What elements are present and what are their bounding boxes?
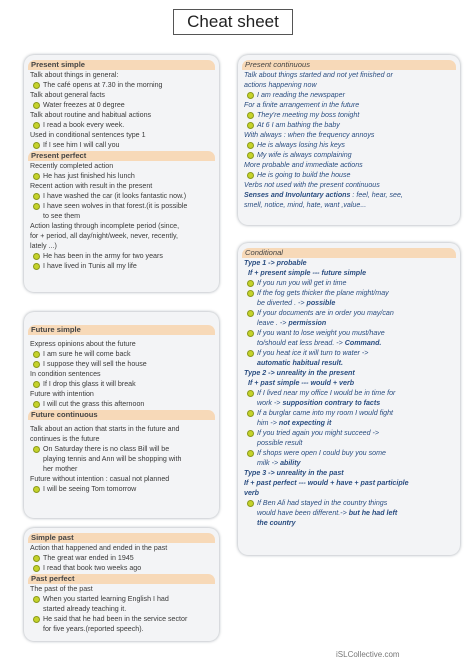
bullet-item: My wife is always complaining: [242, 150, 456, 160]
section-simple-past: Simple past: [28, 533, 215, 543]
section-present-continuous: Present continuous: [242, 60, 456, 70]
text-line: continues is the future: [30, 435, 100, 443]
card-future-tenses-content: [28, 324, 215, 494]
bullet-item: He is going to build the house: [242, 170, 456, 180]
footer-watermark: iSLCollective.com: [336, 650, 400, 659]
text-line: him -> not expecting it: [257, 419, 332, 427]
text-line: Recently completed action: [30, 162, 114, 170]
text-line: Talk about routine and habitual actions: [30, 111, 152, 119]
text-line: for + period, all day/night/week, never, recently,: [30, 232, 178, 240]
senses-label: Senses and Involuntary actions: [244, 191, 351, 199]
text-line: to see them: [43, 212, 81, 220]
card-present-tenses-content: [28, 59, 215, 271]
card-present-continuous-content: [242, 59, 456, 210]
text-line: If + past simple --- would + verb: [248, 379, 355, 387]
bullet-item: I am sure he will come back: [28, 349, 215, 359]
text-line: would have been different.-> but he had left: [257, 509, 398, 517]
bullet-item: I read a book every week.: [28, 120, 215, 130]
text-line: Talk about things started and not yet finished or: [244, 71, 393, 79]
text-line: Express opinions about the future: [30, 340, 136, 348]
text-line: If + past perfect --- would + have + past participle: [244, 479, 409, 487]
text-line: The past of the past: [30, 585, 93, 593]
bullet-item: I will cut the grass this afternoon: [28, 399, 215, 409]
bullet-item: If you run you will get in time: [242, 278, 456, 288]
text-line: Type 1 -> probable: [244, 259, 307, 267]
card-present-continuous: [238, 55, 460, 225]
emphasis-text: possible: [306, 299, 336, 307]
text-line: her mother: [43, 465, 78, 473]
bullet-item: If you heat ice it will turn to water ->: [242, 348, 456, 358]
section-future-continuous: Future continuous: [28, 410, 215, 420]
bullet-item: He is always losing his keys: [242, 140, 456, 150]
text-line: With always : when the frequency annoys: [244, 131, 375, 139]
text-line: work -> supposition contrary to facts: [257, 399, 381, 407]
senses-line: Senses and Involuntary actions : feel, hear, see,: [244, 191, 403, 199]
emphasis-text: supposition contrary to facts: [282, 399, 381, 407]
text-line: lately ...): [30, 242, 57, 250]
text-line: Recent action with result in the present: [30, 182, 153, 190]
text-line: Used in conditional sentences type 1: [30, 131, 146, 139]
emphasis-text: ability: [280, 459, 301, 467]
text-line: Future without intention : casual not planned: [30, 475, 170, 483]
bullet-item: At 6 I am bathing the baby: [242, 120, 456, 130]
emphasis-text: but he had left: [348, 509, 398, 517]
page-title: Cheat sheet: [173, 9, 293, 35]
bullet-item: If you tried again you might succeed ->: [242, 428, 456, 438]
bullet-item: I have seen wolves in that forest.(it is possible: [28, 201, 215, 211]
bullet-item: He has just finished his lunch: [28, 171, 215, 181]
bullet-item: I am reading the newspaper: [242, 90, 456, 100]
text-line: Talk about an action that starts in the future and: [30, 425, 180, 433]
bullet-item: The great war ended in 1945: [28, 553, 215, 563]
text-line: actions happening now: [244, 81, 317, 89]
bullet-item: If Ben Ali had stayed in the country things: [242, 498, 456, 508]
bullet-item: I suppose they will sell the house: [28, 359, 215, 369]
text-line: playing tennis and Ann will be shopping with: [43, 455, 182, 463]
bullet-item: I will be seeing Tom tomorrow: [28, 484, 215, 494]
bullet-item: If shops were open I could buy you some: [242, 448, 456, 458]
bullet-item: If I drop this glass it will break: [28, 379, 215, 389]
text-line: started already teaching it.: [43, 605, 127, 613]
text-line: Talk about general facts: [30, 91, 105, 99]
section-conditional: Conditional: [242, 248, 456, 258]
emphasis-text: Command.: [344, 339, 382, 347]
card-past-tenses-content: [28, 532, 215, 634]
text-line: Verbs not used with the present continuous: [244, 181, 380, 189]
text-line: Action that happened and ended in the past: [30, 544, 168, 552]
text-line: the country: [257, 519, 296, 527]
bullet-item: If your documents are in order you may/can: [242, 308, 456, 318]
section-present-simple: Present simple: [28, 60, 215, 70]
card-conditional: [238, 243, 460, 555]
bullet-item: They're meeting my boss tonight: [242, 110, 456, 120]
bullet-item: Water freezes at 0 degree: [28, 100, 215, 110]
bullet-item: The café opens at 7.30 in the morning: [28, 80, 215, 90]
text-line: Talk about things in general:: [30, 71, 119, 79]
text-line: automatic habitual result.: [257, 359, 343, 367]
bullet-item: If you want to lose weight you must/have: [242, 328, 456, 338]
emphasis-text: not expecting it: [278, 419, 332, 427]
text-line: Type 2 -> unreality in the present: [244, 369, 355, 377]
bullet-item: If a burglar came into my room I would fight: [242, 408, 456, 418]
bullet-item: When you started learning English I had: [28, 594, 215, 604]
section-past-perfect: Past perfect: [28, 574, 215, 584]
text-line: Type 3 -> unreality in the past: [244, 469, 344, 477]
text-line: milk -> ability: [257, 459, 301, 467]
card-past-tenses: [24, 528, 219, 641]
bullet-item: I read that book two weeks ago: [28, 563, 215, 573]
bullet-item: He said that he had been in the service sector: [28, 614, 215, 624]
card-future-tenses: [24, 312, 219, 518]
section-present-perfect: Present perfect: [28, 151, 215, 161]
bullet-item: I have lived in Tunis all my life: [28, 261, 215, 271]
card-present-tenses: [24, 55, 219, 292]
text-line: If + present simple --- future simple: [248, 269, 367, 277]
senses-line-2: smell, notice, mind, hate, want ,value...: [244, 201, 367, 209]
card-conditional-content: [242, 247, 456, 528]
text-line: be diverted . -> possible: [257, 299, 336, 307]
section-future-simple: Future simple: [28, 325, 215, 335]
text-line: leave . -> permission: [257, 319, 327, 327]
text-line: More probable and immediate actions: [244, 161, 363, 169]
emphasis-text: permission: [288, 319, 327, 327]
bullet-item: I have washed the car (it looks fantastic now.): [28, 191, 215, 201]
bullet-item: If I see him I will call you: [28, 140, 215, 150]
bullet-item: If I lived near my office I would be in time for: [242, 388, 456, 398]
text-line: Action lasting through incomplete period (since,: [30, 222, 180, 230]
text-line: In condition sentences: [30, 370, 101, 378]
bullet-item: On Saturday there is no class Bill will be: [28, 444, 215, 454]
text-line: possible result: [257, 439, 303, 447]
bullet-item: If the fog gets thicker the plane might/may: [242, 288, 456, 298]
text-line: For a finite arrangement in the future: [244, 101, 360, 109]
text-line: to/should eat less bread. -> Command.: [257, 339, 382, 347]
text-line: Future with intention: [30, 390, 94, 398]
text-line: verb: [244, 489, 259, 497]
text-line: for five years.(reported speech).: [43, 625, 144, 633]
bullet-item: He has been in the army for two years: [28, 251, 215, 261]
